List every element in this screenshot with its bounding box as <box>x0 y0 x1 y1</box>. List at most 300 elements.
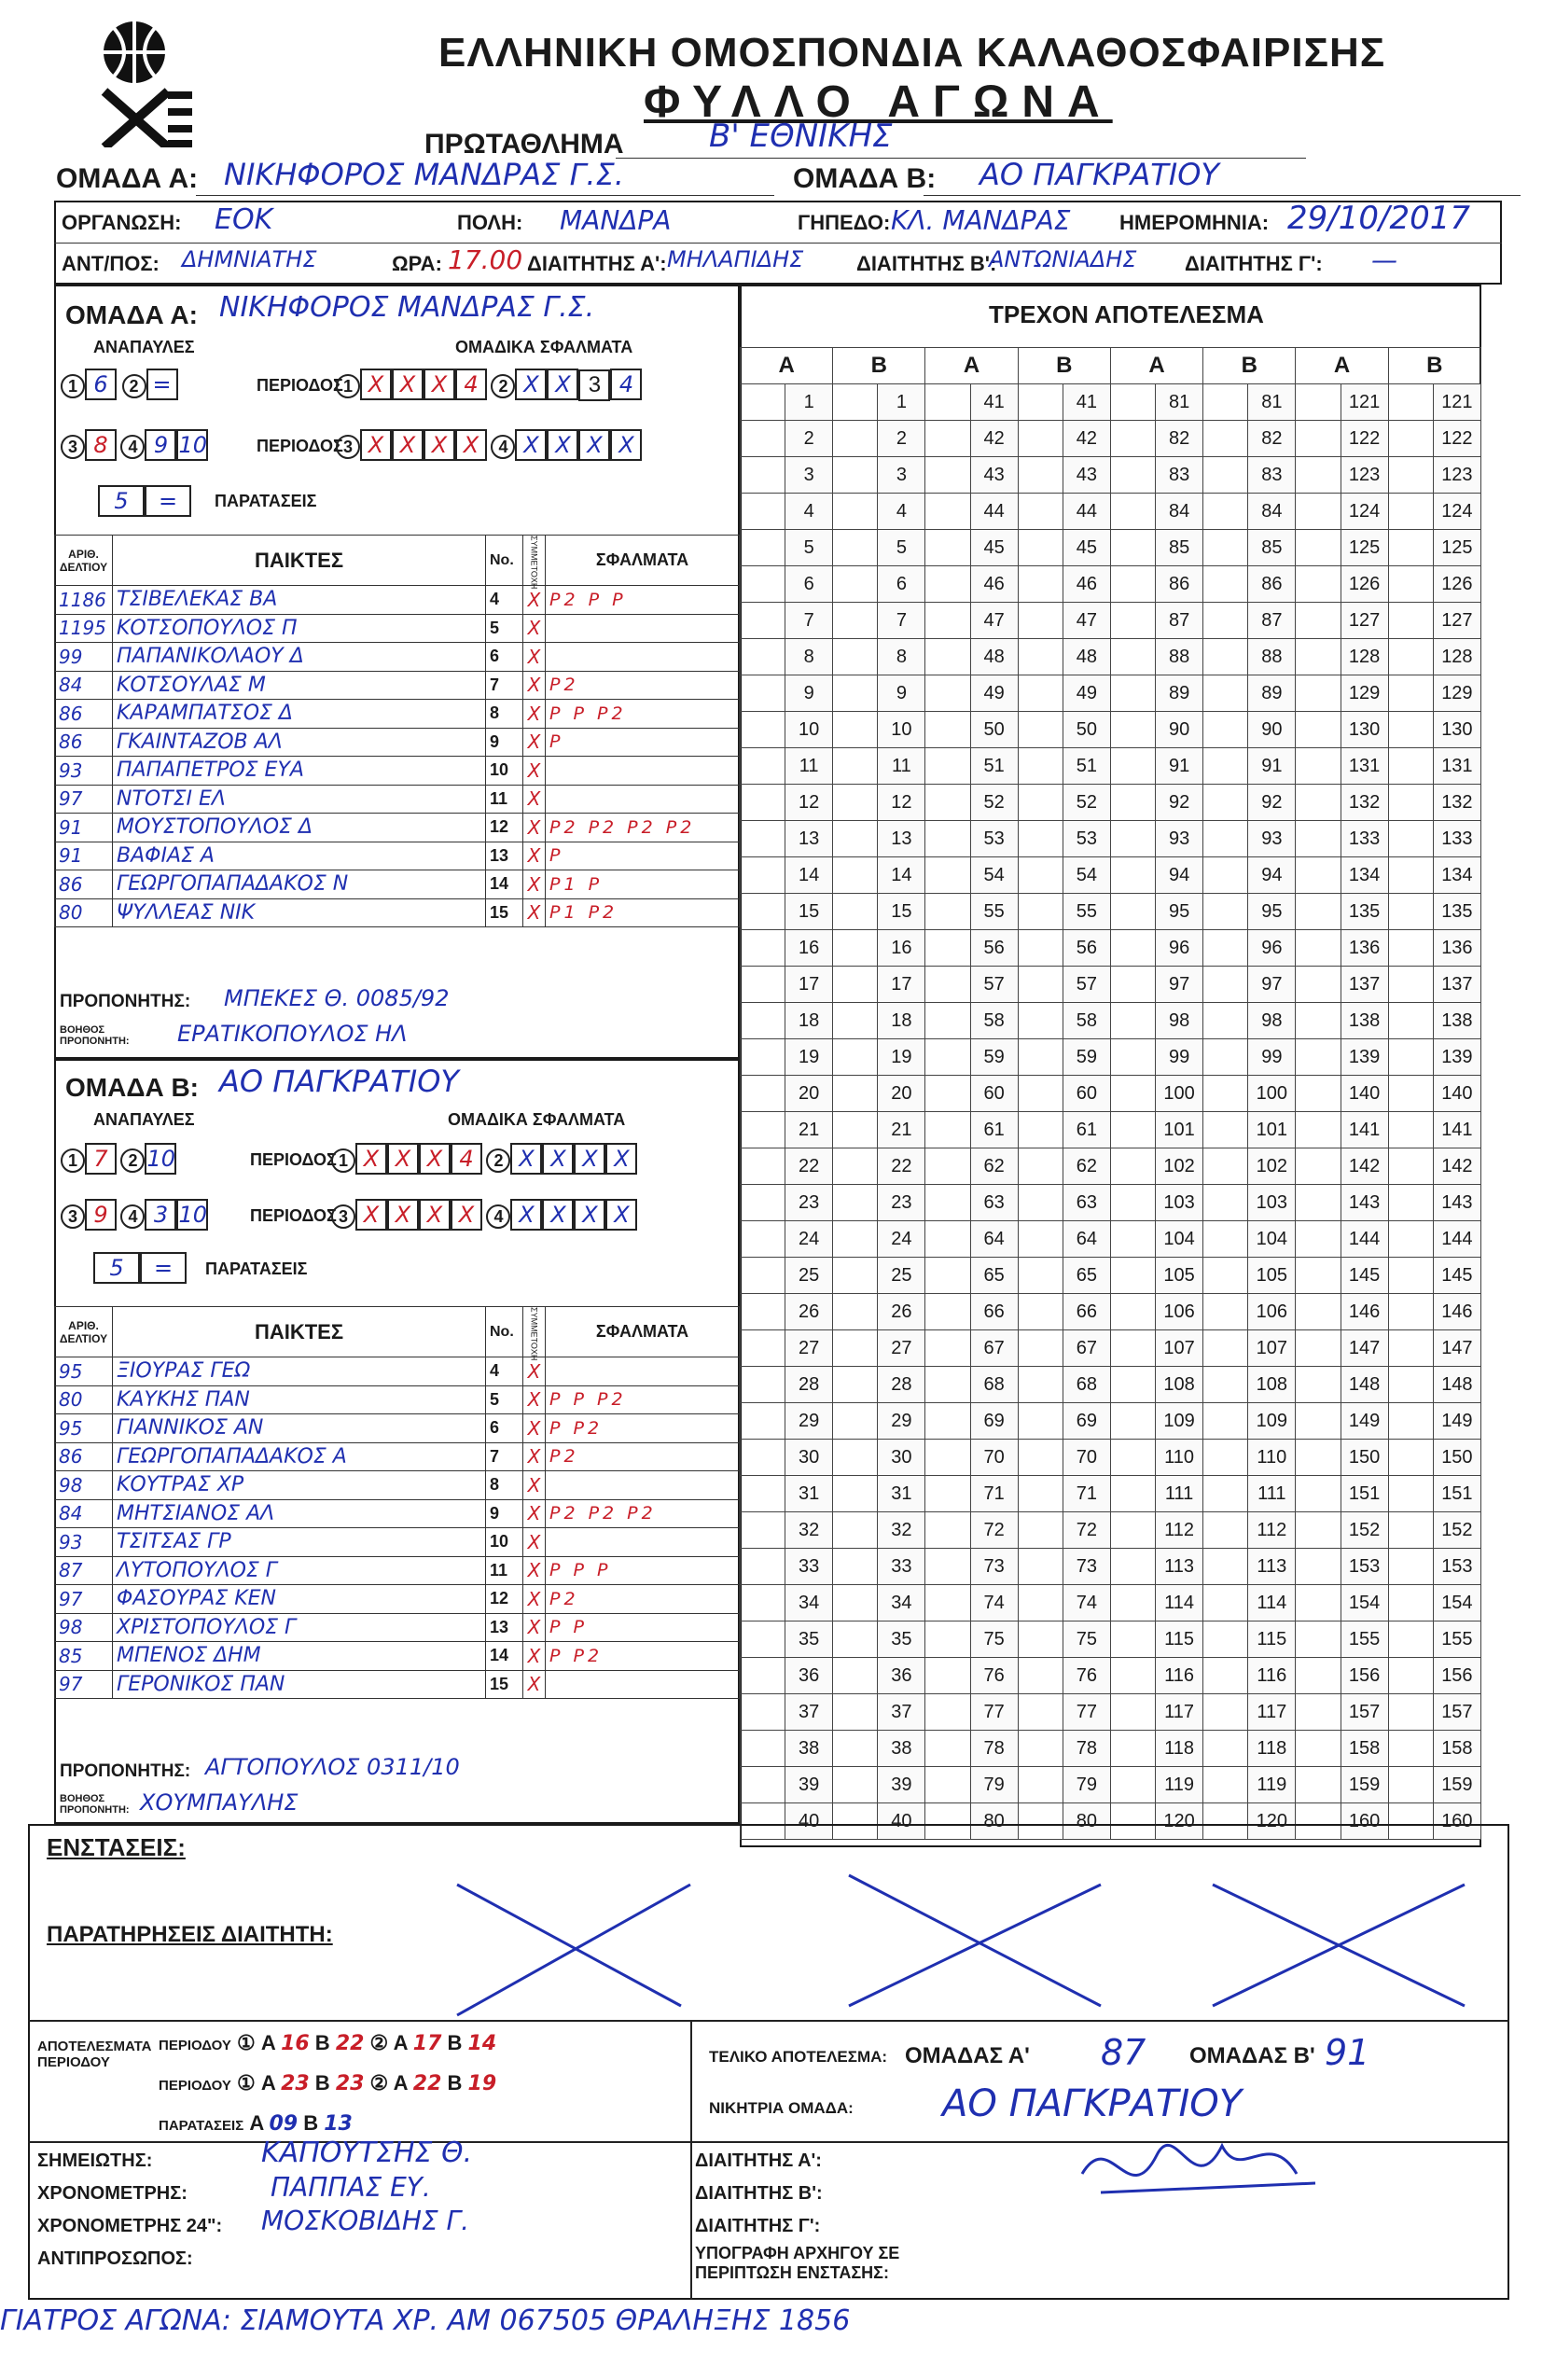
captain-label: ΥΠΟΓΡΑΦΗ ΑΡΧΗΓΟΥ ΣΕ ΠΕΡΙΠΤΩΣΗ ΕΝΣΤΑΣΗΣ: <box>695 2244 900 2282</box>
player-name: ΒΑΦΙΑΣ Α <box>113 842 486 870</box>
point-cell: 117 <box>1156 1694 1203 1731</box>
point-cell: 76 <box>1063 1658 1110 1694</box>
point-cell: 21 <box>785 1112 833 1148</box>
point-cell: 142 <box>1341 1148 1388 1185</box>
team-b-panel-label: ΟΜΑΔΑ Β: <box>65 1073 199 1102</box>
mark-cell <box>1203 1476 1248 1512</box>
point-cell: 34 <box>785 1585 833 1621</box>
player-f: P2 <box>546 1585 740 1614</box>
period-label-a2: ΠΕΡΙΟΔΟΣ <box>257 437 343 455</box>
participation-mark: X <box>523 614 546 643</box>
player-no: 9 <box>486 1499 523 1528</box>
point-cell: 60 <box>970 1076 1018 1112</box>
timeouts-label-a: ΑΝΑΠΑΥΛΕΣ <box>93 338 195 356</box>
mark-cell <box>1110 1039 1155 1076</box>
point-cell: 31 <box>785 1476 833 1512</box>
mark-cell <box>1018 457 1063 494</box>
mark-cell <box>925 457 970 494</box>
running-score-table <box>740 347 1481 1840</box>
point-cell: 80 <box>970 1803 1018 1840</box>
running-row <box>741 857 1481 894</box>
point-cell: 134 <box>1341 857 1388 894</box>
mark-cell <box>1388 566 1433 603</box>
player-name: ΓΕΡΟΝΙΚΟΣ ΠΑΝ <box>113 1670 486 1699</box>
player-no: 10 <box>486 757 523 786</box>
mark-cell <box>925 494 970 530</box>
mark-cell <box>1110 566 1155 603</box>
point-cell: 2 <box>785 421 833 457</box>
mark-cell <box>1296 1185 1341 1221</box>
mark-cell <box>741 1476 785 1512</box>
running-row <box>741 675 1481 712</box>
point-cell: 69 <box>1063 1403 1110 1440</box>
point-cell: 90 <box>1248 712 1296 748</box>
point-cell: 132 <box>1433 785 1480 821</box>
player-name: ΠΑΠΑΠΕΤΡΟΣ ΕΥΑ <box>113 757 486 786</box>
point-cell: 53 <box>970 821 1018 857</box>
sheet-title: ΦΥΛΛΟ ΑΓΩΝΑ <box>644 77 1113 127</box>
mark-cell <box>925 748 970 785</box>
point-cell: 51 <box>1063 748 1110 785</box>
point-cell: 110 <box>1248 1440 1296 1476</box>
point-cell: 95 <box>1156 894 1203 930</box>
point-cell: 19 <box>878 1039 925 1076</box>
point-cell: 47 <box>970 603 1018 639</box>
mark-cell <box>741 603 785 639</box>
point-cell: 86 <box>1248 566 1296 603</box>
mark-cell <box>833 712 878 748</box>
point-cell: 157 <box>1433 1694 1480 1731</box>
participation-mark: X <box>523 1471 546 1500</box>
running-col-b: B <box>1388 348 1480 384</box>
point-cell: 4 <box>785 494 833 530</box>
running-row <box>741 894 1481 930</box>
mark-cell <box>925 1440 970 1476</box>
point-cell: 35 <box>785 1621 833 1658</box>
point-cell: 43 <box>1063 457 1110 494</box>
point-cell: 32 <box>878 1512 925 1549</box>
running-col-a: A <box>741 348 833 384</box>
player-name: ΓΕΩΡΓΟΠΑΠΑΔΑΚΟΣ Α <box>113 1442 486 1471</box>
point-cell: 29 <box>878 1403 925 1440</box>
running-row <box>741 1476 1481 1512</box>
mark-cell <box>1388 530 1433 566</box>
mark-cell <box>925 1148 970 1185</box>
player-name: ΚΑΡΑΜΠΑΤΣΟΣ Δ <box>113 700 486 729</box>
player-no: 4 <box>486 586 523 615</box>
mark-cell <box>1296 1767 1341 1803</box>
point-cell: 26 <box>785 1294 833 1330</box>
mark-cell <box>1296 821 1341 857</box>
point-cell: 104 <box>1156 1221 1203 1258</box>
player-no: 4 <box>486 1357 523 1386</box>
mark-cell <box>833 384 878 421</box>
point-cell: 12 <box>878 785 925 821</box>
point-cell: 137 <box>1341 967 1388 1003</box>
mark-cell <box>741 1003 785 1039</box>
point-cell: 123 <box>1433 457 1480 494</box>
point-cell: 150 <box>1433 1440 1480 1476</box>
mark-cell <box>1018 894 1063 930</box>
team-b-players-table: ΑΡΙΘ. ΔΕΛΤΙΟΥ ΠΑΙΚΤΕΣ No. ΣΥΜΜΕΤΟΧΗ ΣΦΑΛΜΑΤΑ 95 ΞΙΟΥΡΑΣ ΓΕΩ 4 X 80 ΚΑΥΚΗΣ ΠΑΝ 5 X P P P2 95 ΓΙΑΝΝΙΚΟΣ ΑΝ 6 X P P2 86 ΓΕΩΡΓΟΠΑΠΑΔΑΚΟΣ Α 7 X P2 98 ΚΟΥΤΡΑΣ ΧΡ 8 X 84 ΜΗΤΣΙΑΝΟΣ ΑΛ 9 X P2 P2 P2 93 ΤΣΙΤΣΑΣ ΓΡ 10 X 87 ΛΥΤΟΠΟΥΛΟΣ Γ 11 X P P P 97 ΦΑΣΟΥΡΑΣ ΚΕΝ 12 X P2 98 ΧΡΙΣΤΟΠΟΥΛΟΣ Γ 13 X P P 85 ΜΠΕΝΟΣ ΔΗΜ 14 X P P2 97 ΓΕΡΟΝΙΚΟΣ ΠΑΝ 15 X <box>54 1306 740 1699</box>
mark-cell <box>925 785 970 821</box>
player-row <box>55 757 740 786</box>
player-name: ΜΗΤΣΙΑΝΟΣ ΑΛ <box>113 1499 486 1528</box>
mark-cell <box>1018 1549 1063 1585</box>
point-cell: 128 <box>1341 639 1388 675</box>
period-label-a1: ΠΕΡΙΟΔΟΣ <box>257 376 343 395</box>
point-cell: 156 <box>1433 1658 1480 1694</box>
period-scores: ΠΕΡΙΟΔΟΥ ① A 16 B 22 ② A 17 B 14 ΠΕΡΙΟΔΟΥ ① A 23 B 23 ② A 22 B 19 ΠΑΡΑΤΑΣΕΙΣ A 09 B 13 <box>159 2031 497 2136</box>
mark-cell <box>1203 530 1248 566</box>
referee-signatures <box>1073 2118 1334 2220</box>
mark-cell <box>741 821 785 857</box>
point-cell: 125 <box>1341 530 1388 566</box>
mark-cell <box>833 1148 878 1185</box>
mark-cell <box>1203 967 1248 1003</box>
point-cell: 73 <box>970 1549 1018 1585</box>
point-cell: 119 <box>1156 1767 1203 1803</box>
mark-cell <box>1203 675 1248 712</box>
mark-cell <box>1110 1294 1155 1330</box>
mark-cell <box>1388 1440 1433 1476</box>
federation-title: ΕΛΛΗΝΙΚΗ ΟΜΟΣΠΟΝΔΙΑ ΚΑΛΑΘΟΣΦΑΙΡΙΣΗΣ <box>438 30 1386 76</box>
point-cell: 27 <box>785 1330 833 1367</box>
player-no: 6 <box>486 1414 523 1443</box>
point-cell: 19 <box>785 1039 833 1076</box>
point-cell: 37 <box>878 1694 925 1731</box>
point-cell: 101 <box>1156 1112 1203 1148</box>
bottom-note: ΓΙΑΤΡΟΣ ΑΓΩΝΑ: ΣΙΑΜΟΥΤΑ ΧΡ. ΑΜ 067505 ΘΡΑΛΗΞΗΣ 1856 <box>0 2304 851 2337</box>
point-cell: 79 <box>1063 1767 1110 1803</box>
participation-mark: X <box>523 1385 546 1414</box>
mark-cell <box>925 1549 970 1585</box>
mark-cell <box>1388 1512 1433 1549</box>
point-cell: 45 <box>970 530 1018 566</box>
mark-cell <box>1018 1767 1063 1803</box>
mark-cell <box>1388 857 1433 894</box>
mark-cell <box>1110 857 1155 894</box>
player-name: ΛΥΤΟΠΟΥΛΟΣ Γ <box>113 1556 486 1585</box>
player-lic: 97 <box>55 1670 113 1699</box>
player-no: 11 <box>486 1556 523 1585</box>
point-cell: 83 <box>1156 457 1203 494</box>
point-cell: 153 <box>1433 1549 1480 1585</box>
point-cell: 46 <box>970 566 1018 603</box>
running-col-a: A <box>1296 348 1388 384</box>
point-cell: 149 <box>1341 1403 1388 1440</box>
mark-cell <box>1388 1403 1433 1440</box>
mark-cell <box>1388 1258 1433 1294</box>
point-cell: 1 <box>785 384 833 421</box>
mark-cell <box>1018 1621 1063 1658</box>
player-lic: 80 <box>55 1385 113 1414</box>
mark-cell <box>1018 1731 1063 1767</box>
point-cell: 76 <box>970 1658 1018 1694</box>
point-cell: 30 <box>785 1440 833 1476</box>
point-cell: 146 <box>1433 1294 1480 1330</box>
mark-cell <box>1110 967 1155 1003</box>
point-cell: 98 <box>1248 1003 1296 1039</box>
player-lic: 97 <box>55 785 113 814</box>
mark-cell <box>1110 1440 1155 1476</box>
player-name: ΚΟΤΣΟΠΟΥΛΟΣ Π <box>113 614 486 643</box>
mark-cell <box>1296 1440 1341 1476</box>
mark-cell <box>1296 494 1341 530</box>
point-cell: 152 <box>1341 1512 1388 1549</box>
point-cell: 43 <box>970 457 1018 494</box>
player-no: 15 <box>486 1670 523 1699</box>
mark-cell <box>1018 603 1063 639</box>
mark-cell <box>1018 494 1063 530</box>
mark-cell <box>1388 821 1433 857</box>
mark-cell <box>925 712 970 748</box>
running-row <box>741 1221 1481 1258</box>
mark-cell <box>1388 1112 1433 1148</box>
running-row <box>741 821 1481 857</box>
player-lic: 98 <box>55 1613 113 1642</box>
running-row <box>741 384 1481 421</box>
mark-cell <box>1110 1258 1155 1294</box>
mark-cell <box>1296 1549 1341 1585</box>
mark-cell <box>1388 603 1433 639</box>
point-cell: 93 <box>1248 821 1296 857</box>
point-cell: 51 <box>970 748 1018 785</box>
participation-mark: X <box>523 1556 546 1585</box>
point-cell: 123 <box>1341 457 1388 494</box>
player-no: 5 <box>486 614 523 643</box>
point-cell: 154 <box>1433 1585 1480 1621</box>
mark-cell <box>1018 1367 1063 1403</box>
mark-cell <box>1110 1003 1155 1039</box>
point-cell: 62 <box>970 1148 1018 1185</box>
player-name: ΚΟΥΤΡΑΣ ΧΡ <box>113 1471 486 1500</box>
point-cell: 94 <box>1248 857 1296 894</box>
point-cell: 130 <box>1433 712 1480 748</box>
running-row <box>741 457 1481 494</box>
point-cell: 152 <box>1433 1512 1480 1549</box>
mark-cell <box>925 1694 970 1731</box>
player-f: P P <box>546 1613 740 1642</box>
point-cell: 133 <box>1341 821 1388 857</box>
running-row <box>741 639 1481 675</box>
player-lic: 80 <box>55 898 113 927</box>
mark-cell <box>741 1039 785 1076</box>
asst-b: ΧΟΥΜΠΑΥΛΗΣ <box>140 1789 299 1816</box>
mark-cell <box>1296 384 1341 421</box>
mark-cell <box>1018 1076 1063 1112</box>
running-row <box>741 1767 1481 1803</box>
mark-cell <box>1388 1076 1433 1112</box>
running-row <box>741 494 1481 530</box>
point-cell: 72 <box>970 1512 1018 1549</box>
mark-cell <box>833 1658 878 1694</box>
point-cell: 11 <box>785 748 833 785</box>
mark-cell <box>833 930 878 967</box>
mark-cell <box>1018 967 1063 1003</box>
running-row <box>741 967 1481 1003</box>
point-cell: 83 <box>1248 457 1296 494</box>
point-cell: 122 <box>1433 421 1480 457</box>
point-cell: 136 <box>1433 930 1480 967</box>
player-lic: 95 <box>55 1357 113 1386</box>
point-cell: 23 <box>878 1185 925 1221</box>
point-cell: 70 <box>970 1440 1018 1476</box>
player-lic: 97 <box>55 1585 113 1614</box>
point-cell: 128 <box>1433 639 1480 675</box>
mark-cell <box>833 1767 878 1803</box>
player-lic: 91 <box>55 842 113 870</box>
mark-cell <box>1018 712 1063 748</box>
point-cell: 99 <box>1248 1039 1296 1076</box>
participation-mark: X <box>523 586 546 615</box>
point-cell: 54 <box>970 857 1018 894</box>
mark-cell <box>1203 1403 1248 1440</box>
point-cell: 64 <box>970 1221 1018 1258</box>
point-cell: 10 <box>878 712 925 748</box>
participation-mark: X <box>523 1670 546 1699</box>
point-cell: 22 <box>878 1148 925 1185</box>
mark-cell <box>1388 1476 1433 1512</box>
point-cell: 40 <box>785 1803 833 1840</box>
mark-cell <box>833 421 878 457</box>
team-b-label: ΟΜΑΔΑ Β: <box>793 163 937 194</box>
mark-cell <box>925 1112 970 1148</box>
player-row <box>55 1556 740 1585</box>
point-cell: 155 <box>1433 1621 1480 1658</box>
asst-a: ΕΡΑΤΙΚΟΠΟΥΛΟΣ ΗΛ <box>177 1021 408 1047</box>
player-name: ΠΑΠΑΝΙΚΟΛΑΟΥ Δ <box>113 643 486 672</box>
mark-cell <box>1018 675 1063 712</box>
mark-cell <box>833 1621 878 1658</box>
point-cell: 57 <box>1063 967 1110 1003</box>
mark-cell <box>1296 1039 1341 1076</box>
player-no: 8 <box>486 700 523 729</box>
timeouts-b-row2: 3 9 4 3 10 <box>61 1199 208 1231</box>
mark-cell <box>1110 1767 1155 1803</box>
mark-cell <box>925 821 970 857</box>
mark-cell <box>1296 1403 1341 1440</box>
point-cell: 41 <box>970 384 1018 421</box>
player-name: ΓΙΑΝΝΙΚΟΣ ΑΝ <box>113 1414 486 1443</box>
running-row <box>741 1621 1481 1658</box>
mark-cell <box>925 1367 970 1403</box>
mark-cell <box>1110 1403 1155 1440</box>
mark-cell <box>833 785 878 821</box>
mark-cell <box>741 1731 785 1767</box>
player-no: 7 <box>486 671 523 700</box>
ref3-sign-label: ΔΙΑΙΤΗΤΗΣ Γ': <box>695 2216 821 2236</box>
player-f: P1 P <box>546 870 740 899</box>
team-b-panel-name: ΑΟ ΠΑΓΚΡΑΤΙΟΥ <box>219 1064 459 1099</box>
mark-cell <box>1296 1294 1341 1330</box>
mark-cell <box>1110 1585 1155 1621</box>
participation-mark: X <box>523 898 546 927</box>
mark-cell <box>1296 1476 1341 1512</box>
point-cell: 4 <box>878 494 925 530</box>
mark-cell <box>833 857 878 894</box>
ref-c-label: ΔΙΑΙΤΗΤΗΣ Γ': <box>1185 252 1323 275</box>
team-b-fouls-p1: 1 X X X 4 2 X X X X <box>331 1143 637 1175</box>
mark-cell <box>1296 894 1341 930</box>
point-cell: 35 <box>878 1621 925 1658</box>
mark-cell <box>1296 639 1341 675</box>
mark-cell <box>1203 1185 1248 1221</box>
mark-cell <box>1296 1585 1341 1621</box>
mark-cell <box>1388 421 1433 457</box>
participation-mark: X <box>523 643 546 672</box>
ot-label-a: ΠΑΡΑΤΑΣΕΙΣ <box>215 492 317 510</box>
point-cell: 95 <box>1248 894 1296 930</box>
player-f: P P P2 <box>546 700 740 729</box>
mark-cell <box>741 1585 785 1621</box>
point-cell: 144 <box>1433 1221 1480 1258</box>
point-cell: 61 <box>1063 1112 1110 1148</box>
mark-cell <box>1388 967 1433 1003</box>
mark-cell <box>925 857 970 894</box>
point-cell: 3 <box>785 457 833 494</box>
mark-cell <box>741 639 785 675</box>
point-cell: 127 <box>1433 603 1480 639</box>
mark-cell <box>1296 566 1341 603</box>
point-cell: 147 <box>1341 1330 1388 1367</box>
protests-label: ΕΝΣΤΑΣΕΙΣ: <box>47 1833 186 1861</box>
player-name: ΤΣΙΒΕΛΕΚΑΣ ΒΑ <box>113 586 486 615</box>
player-no: 14 <box>486 870 523 899</box>
point-cell: 15 <box>785 894 833 930</box>
mark-cell <box>833 1476 878 1512</box>
player-row <box>55 586 740 615</box>
point-cell: 69 <box>970 1403 1018 1440</box>
mark-cell <box>925 1294 970 1330</box>
player-row <box>55 671 740 700</box>
player-lic: 84 <box>55 671 113 700</box>
mark-cell <box>1203 1221 1248 1258</box>
mark-cell <box>833 1367 878 1403</box>
running-col-b: B <box>1018 348 1110 384</box>
player-row <box>55 1499 740 1528</box>
point-cell: 157 <box>1341 1694 1388 1731</box>
mark-cell <box>1388 1330 1433 1367</box>
mark-cell <box>1110 1476 1155 1512</box>
player-name: ΤΣΙΤΣΑΣ ΓΡ <box>113 1528 486 1557</box>
point-cell: 53 <box>1063 821 1110 857</box>
point-cell: 60 <box>1063 1076 1110 1112</box>
point-cell: 159 <box>1433 1767 1480 1803</box>
mark-cell <box>1018 821 1063 857</box>
participation-mark: X <box>523 1442 546 1471</box>
mark-cell <box>1110 1185 1155 1221</box>
point-cell: 89 <box>1248 675 1296 712</box>
running-row <box>741 1403 1481 1440</box>
point-cell: 52 <box>1063 785 1110 821</box>
mark-cell <box>741 748 785 785</box>
point-cell: 58 <box>970 1003 1018 1039</box>
mark-cell <box>833 1039 878 1076</box>
point-cell: 20 <box>878 1076 925 1112</box>
point-cell: 20 <box>785 1076 833 1112</box>
mark-cell <box>1018 1148 1063 1185</box>
mark-cell <box>741 1403 785 1440</box>
point-cell: 103 <box>1248 1185 1296 1221</box>
player-lic: 91 <box>55 814 113 842</box>
point-cell: 124 <box>1433 494 1480 530</box>
point-cell: 38 <box>785 1731 833 1767</box>
mark-cell <box>925 1258 970 1294</box>
mark-cell <box>1110 1367 1155 1403</box>
mark-cell <box>1110 712 1155 748</box>
mark-cell <box>741 785 785 821</box>
